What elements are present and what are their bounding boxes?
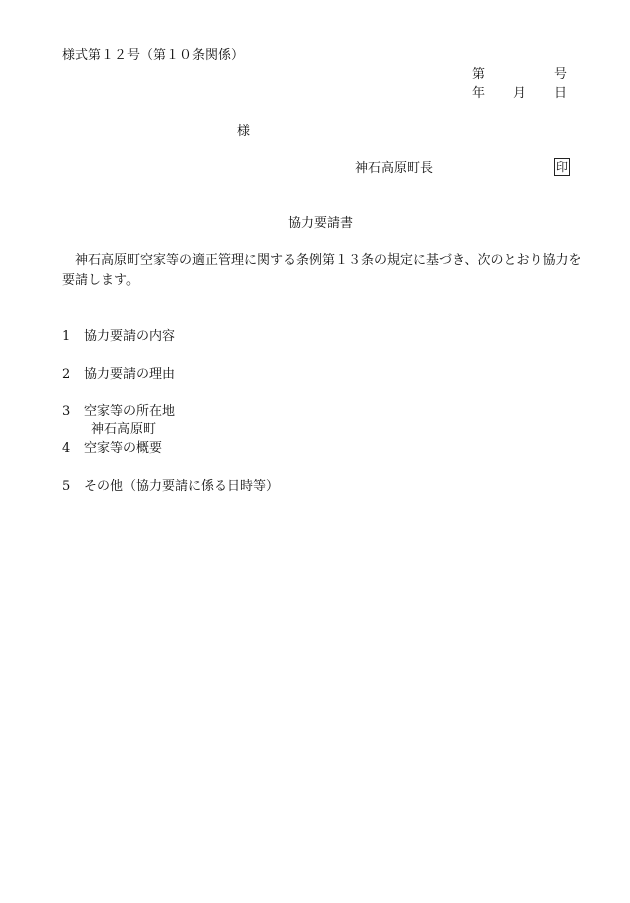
seal-mark: 印 <box>555 160 568 174</box>
item-number: 3 <box>62 404 71 419</box>
item-number: 1 <box>62 329 71 344</box>
doc-number-prefix: 第 <box>472 67 486 82</box>
item-text: 空家等の概要 <box>84 441 163 456</box>
document-title: 協力要請書 <box>288 216 354 231</box>
date-day: 日 <box>554 86 568 101</box>
body-paragraph: 神石高原町空家等の適正管理に関する条例第１３条の規定に基づき、次のとおり協力を要請します。 <box>62 253 582 288</box>
item-text: その他（協力要請に係る日時等） <box>84 479 280 494</box>
location-value: 神石高原町 <box>91 422 157 437</box>
item-text: 空家等の所在地 <box>84 404 176 419</box>
item-number: 4 <box>62 441 71 456</box>
date-year: 年 <box>472 86 486 101</box>
date-month: 月 <box>513 86 527 101</box>
item-number: 2 <box>62 367 71 382</box>
item-number: 5 <box>62 479 71 494</box>
form-label: 様式第１２号（第１０条関係） <box>62 48 245 63</box>
item-text: 協力要請の理由 <box>84 367 176 382</box>
addressee-suffix: 様 <box>237 124 251 139</box>
doc-number-suffix: 号 <box>554 67 568 82</box>
item-text: 協力要請の内容 <box>84 329 176 344</box>
issuer-name: 神石高原町長 <box>355 161 434 176</box>
